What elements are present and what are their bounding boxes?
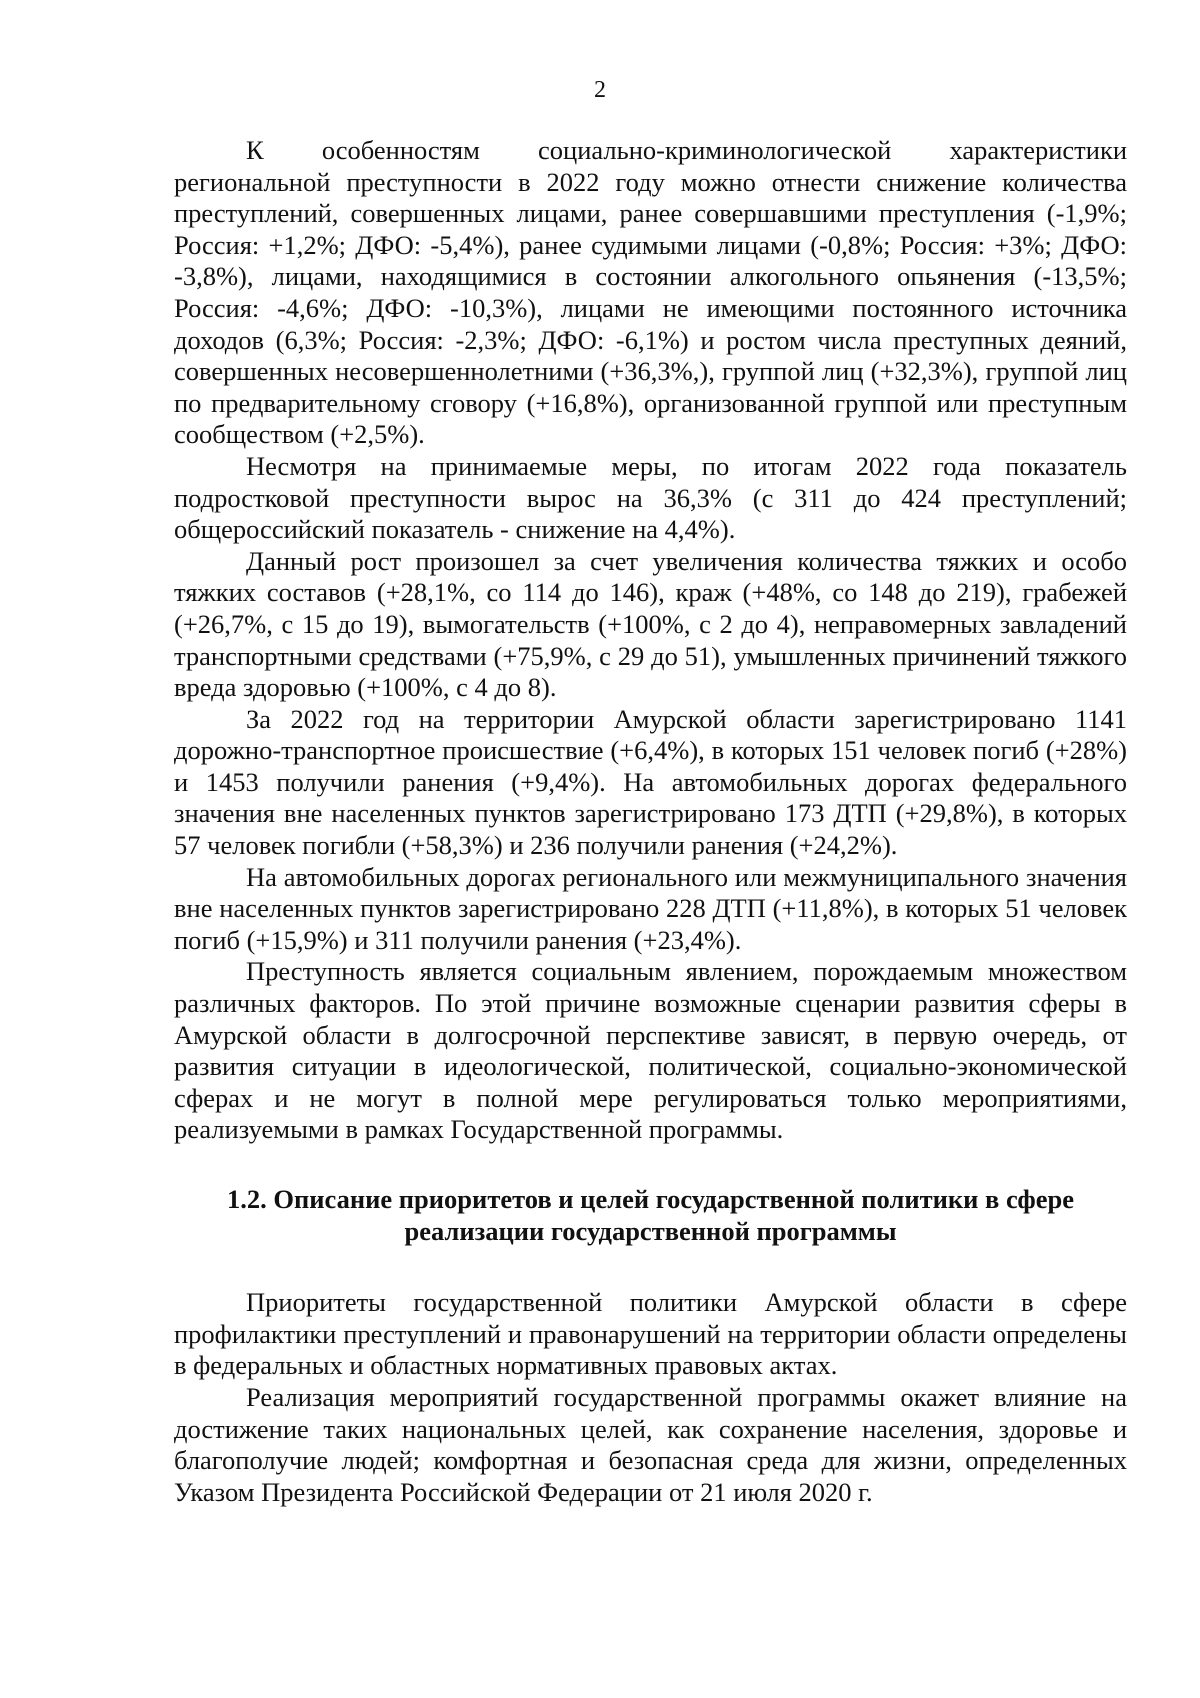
paragraph-national-goals: Реализация мероприятий государственной программы окажет влияние на достижение таких национальных целей, как сохранение населения, здоровье и благополучие людей; комфортная и безопасная среда для жизни, определенных Указом Президента Российской Федерации от 21 июля 2020 г.	[174, 1381, 1127, 1507]
paragraph-crime-factors: Преступность является социальным явлением, порождаемым множеством различных факторов. По этой причине возможные сценарии развития сферы в Амурской области в долгосрочной перспективе зависят, в первую очередь, от развития ситуации в идеологической, политической, социально-экономической сферах и не могут в полной мере регулироваться только мероприятиями, реализуемыми в рамках Государственной программы.	[174, 956, 1127, 1145]
paragraph-road-accidents: За 2022 год на территории Амурской области зарегистрировано 1141 дорожно-транспортное происшествие (+6,4%), в которых 151 человек погиб (+28%) и 1453 получили ранения (+9,4%). На автомобильных дорогах федерального значения вне населенных пунктов зарегистрировано 173 ДТП (+29,8%), в которых 57 человек погибли (+58,3%) и 236 получили ранения (+24,2%).	[174, 703, 1127, 861]
paragraph-regional-roads: На автомобильных дорогах регионального или межмуниципального значения вне населенных пунктов зарегистрировано 228 ДТП (+11,8%), в которых 51 человек погиб (+15,9%) и 311 получили ранения (+23,4%).	[174, 861, 1127, 955]
paragraph-juvenile-crime: Несмотря на принимаемые меры, по итогам 2022 года показатель подростковой преступности вырос на 36,3% (с 311 до 424 преступлений; общероссийский показатель - снижение на 4,4%).	[174, 450, 1127, 545]
page-number: 2	[594, 77, 606, 103]
paragraph-priorities: Приоритеты государственной политики Амурской области в сфере профилактики преступлений и правонарушений на территории области определены в федеральных и областных нормативных правовых актах.	[174, 1287, 1127, 1381]
paragraph-crime-characteristics: К особенностям социально-криминологической характеристики региональной преступности в 2022 году можно отнести снижение количества преступлений, совершенных лицами, ранее совершавшими преступления (-1,9%; Россия: +1,2%; ДФО: -5,4%), ранее судимыми лицами (-0,8%; Россия: +3%; ДФО: -3,8%), лицами, находящимися в состоянии алкогольного опьянения (-13,5%; Россия: -4,6%; ДФО: -10,3%), лицами не имеющими постоянного источника доходов (6,3%; Россия: -2,3%; ДФО: -6,1%) и ростом числа преступных деяний, совершенных несовершеннолетними (+36,3%,), группой лиц (+32,3%), группой лиц по предварительному сговору (+16,8%), организованной группой или преступным сообществом (+2,5%).	[174, 135, 1127, 450]
document-body	[174, 135, 1127, 1508]
paragraph-growth-details: Данный рост произошел за счет увеличения количества тяжких и особо тяжких составов (+28,1%, со 114 до 146), краж (+48%, со 148 до 219), грабежей (+26,7%, с 15 до 19), вымогательств (+100%, с 2 до 4), неправомерных завладений транспортными средствами (+75,9%, с 29 до 51), умышленных причинений тяжкого вреда здоровью (+100%, с 4 до 8).	[174, 545, 1127, 703]
section-heading: 1.2. Описание приоритетов и целей государственной политики в сфере реализации государственной программы	[227, 1184, 1074, 1246]
